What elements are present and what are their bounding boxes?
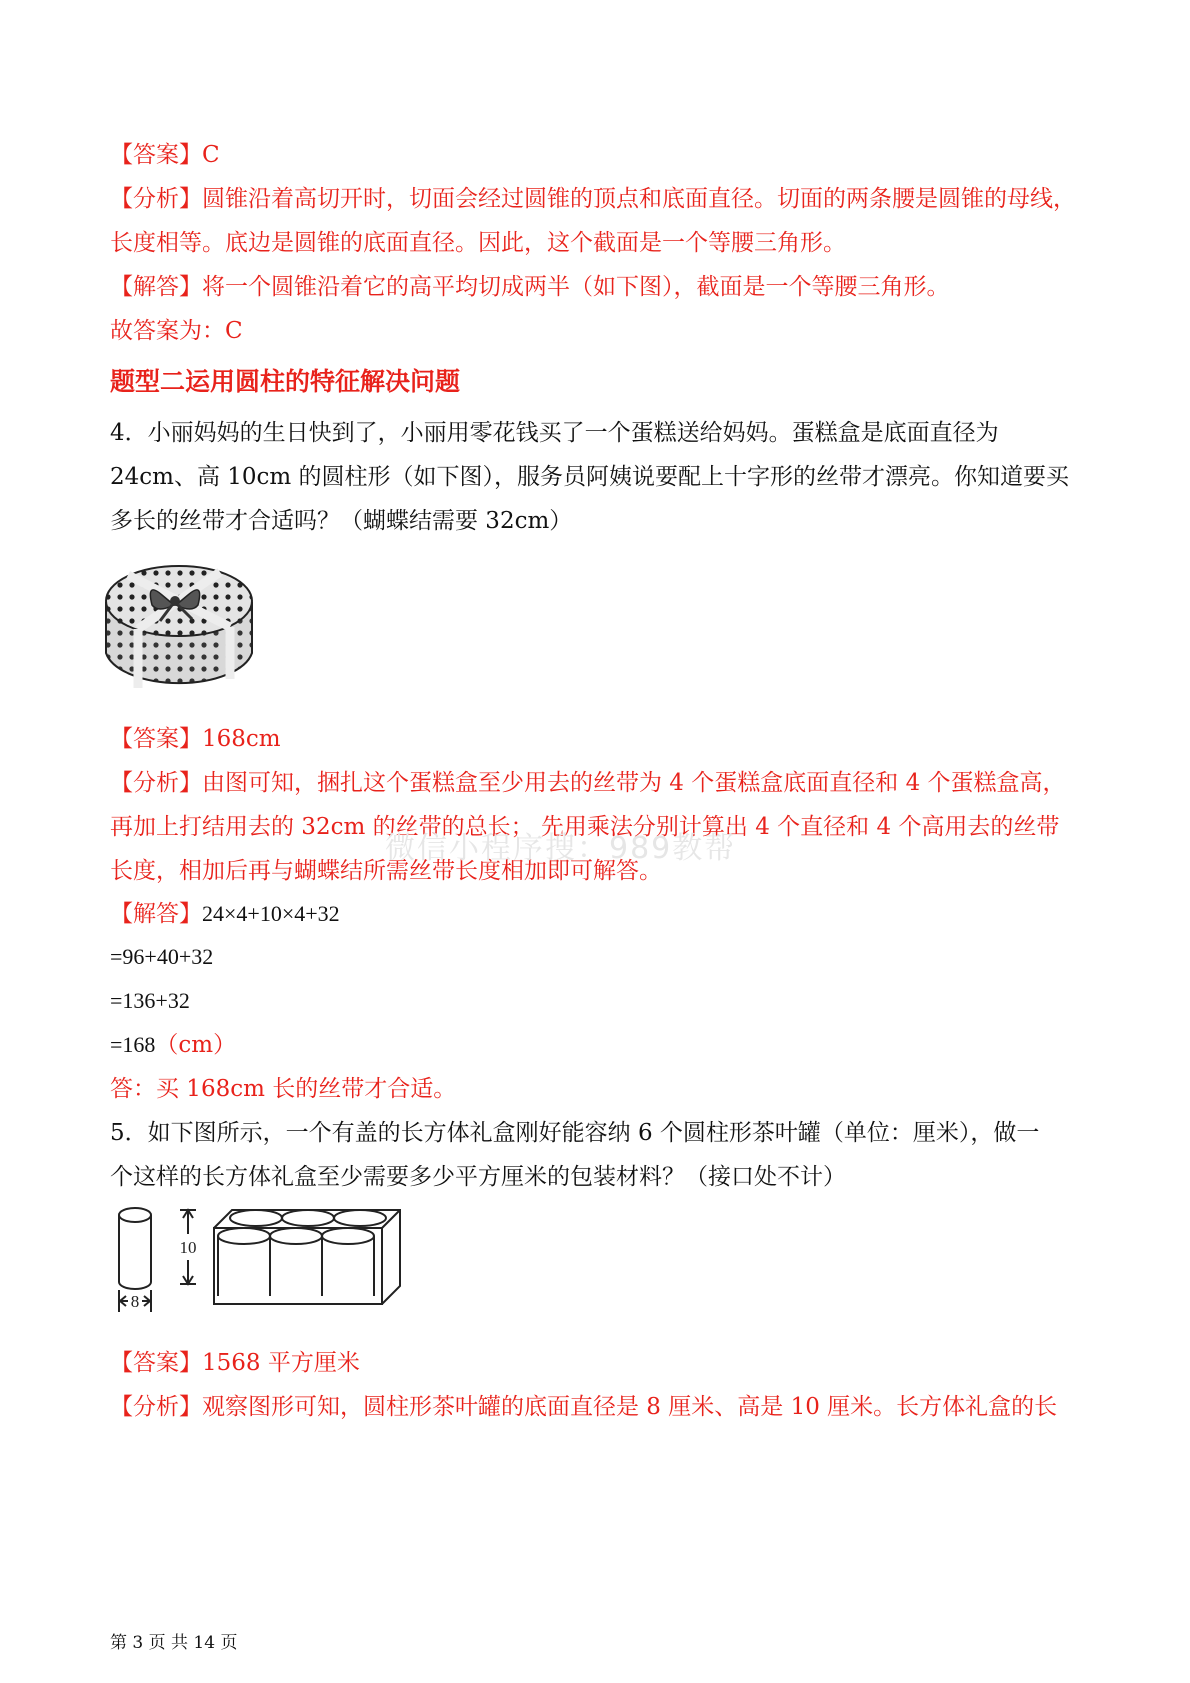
- answer-tag: 【答案】: [110, 142, 202, 168]
- calc-step-2: =96+40+32: [110, 944, 214, 969]
- q4-analysis-line1: [110, 768, 1066, 798]
- calc-step-3: =136+32: [110, 988, 190, 1013]
- q5-answer: [110, 1348, 360, 1378]
- q5-text-line1: 5．如下图所示，一个有盖的长方体礼盒刚好能容纳 6 个圆柱形茶叶罐（单位：厘米），做一: [110, 1120, 1040, 1146]
- q5-text-line2: 个这样的长方体礼盒至少需要多少平方厘米的包装材料？（接口处不计）: [110, 1164, 846, 1190]
- q4-text-line1: 4．小丽妈妈的生日快到了，小丽用零花钱买了一个蛋糕送给妈妈。蛋糕盒是底面直径为: [110, 420, 999, 446]
- answer-tag: 【答案】: [110, 726, 202, 752]
- analysis-text: 圆锥沿着高切开时，切面会经过圆锥的顶点和底面直径。切面的两条腰是圆锥的母线，: [202, 186, 1076, 212]
- answer-value: 1568 平方厘米: [202, 1350, 360, 1376]
- q4-answer: [110, 724, 281, 754]
- answer-tag: 【答案】: [110, 1350, 202, 1376]
- analysis-tag: 【分析】: [110, 1394, 202, 1420]
- solution-text: 将一个圆锥沿着它的高平均切成两半（如下图），截面是一个等腰三角形。: [202, 274, 950, 300]
- q3-analysis-line1: [110, 184, 1076, 214]
- analysis-text: 观察图形可知，圆柱形茶叶罐的底面直径是 8 厘米、高是 10 厘米。长方体礼盒的长: [202, 1394, 1058, 1420]
- solution-tag: 【解答】: [110, 274, 202, 300]
- analysis-text: 由图可知，捆扎这个蛋糕盒至少用去的丝带为 4 个蛋糕盒底面直径和 4 个蛋糕盒高，: [202, 770, 1066, 796]
- answer-value: C: [202, 142, 220, 168]
- q3-answer: [110, 140, 220, 170]
- tea-can-box-figure: [110, 1204, 410, 1334]
- fig-height-label: 10: [179, 1238, 197, 1257]
- section-heading: 题型二运用圆柱的特征解决问题: [110, 367, 461, 396]
- q4-final-answer: 答：买 168cm 长的丝带才合适。: [110, 1076, 457, 1102]
- q3-final-answer: 故答案为：C: [110, 318, 243, 344]
- q4-analysis-line3: 长度，相加后再与蝴蝶结所需丝带长度相加即可解答。: [110, 858, 662, 884]
- calc-unit: （cm）: [155, 1032, 237, 1058]
- calc-result: =168: [110, 1032, 156, 1057]
- analysis-tag: 【分析】: [110, 186, 202, 212]
- watermark: 微信小程序搜：989教帮: [385, 831, 737, 866]
- calc-step-1: 24×4+10×4+32: [202, 901, 340, 926]
- answer-value: 168cm: [202, 726, 281, 752]
- q5-analysis-line1: [110, 1392, 1057, 1422]
- q4-analysis-line2: 再加上打结用去的 32cm 的丝带的总长； 先用乘法分别计算出 4 个直径和 4 个高用去的丝带: [110, 814, 1060, 840]
- q3-analysis-line2: 长度相等。底边是圆锥的底面直径。因此，这个截面是一个等腰三角形。: [110, 230, 846, 256]
- calc-step-4: [110, 1030, 236, 1060]
- fig-diameter-label: 8: [130, 1292, 140, 1311]
- analysis-tag: 【分析】: [110, 770, 202, 796]
- solution-tag: 【解答】: [110, 901, 202, 927]
- cake-box-figure: [102, 555, 257, 695]
- q4-text-line2: 24cm、高 10cm 的圆柱形（如下图），服务员阿姨说要配上十字形的丝带才漂亮。你知道要买: [110, 464, 1070, 490]
- q4-solution: [110, 899, 340, 929]
- q4-text-line3: 多长的丝带才合适吗？（蝴蝶结需要 32cm）: [110, 508, 573, 534]
- q3-solution: [110, 272, 950, 302]
- page-footer: 第 3 页 共 14 页: [110, 1633, 238, 1653]
